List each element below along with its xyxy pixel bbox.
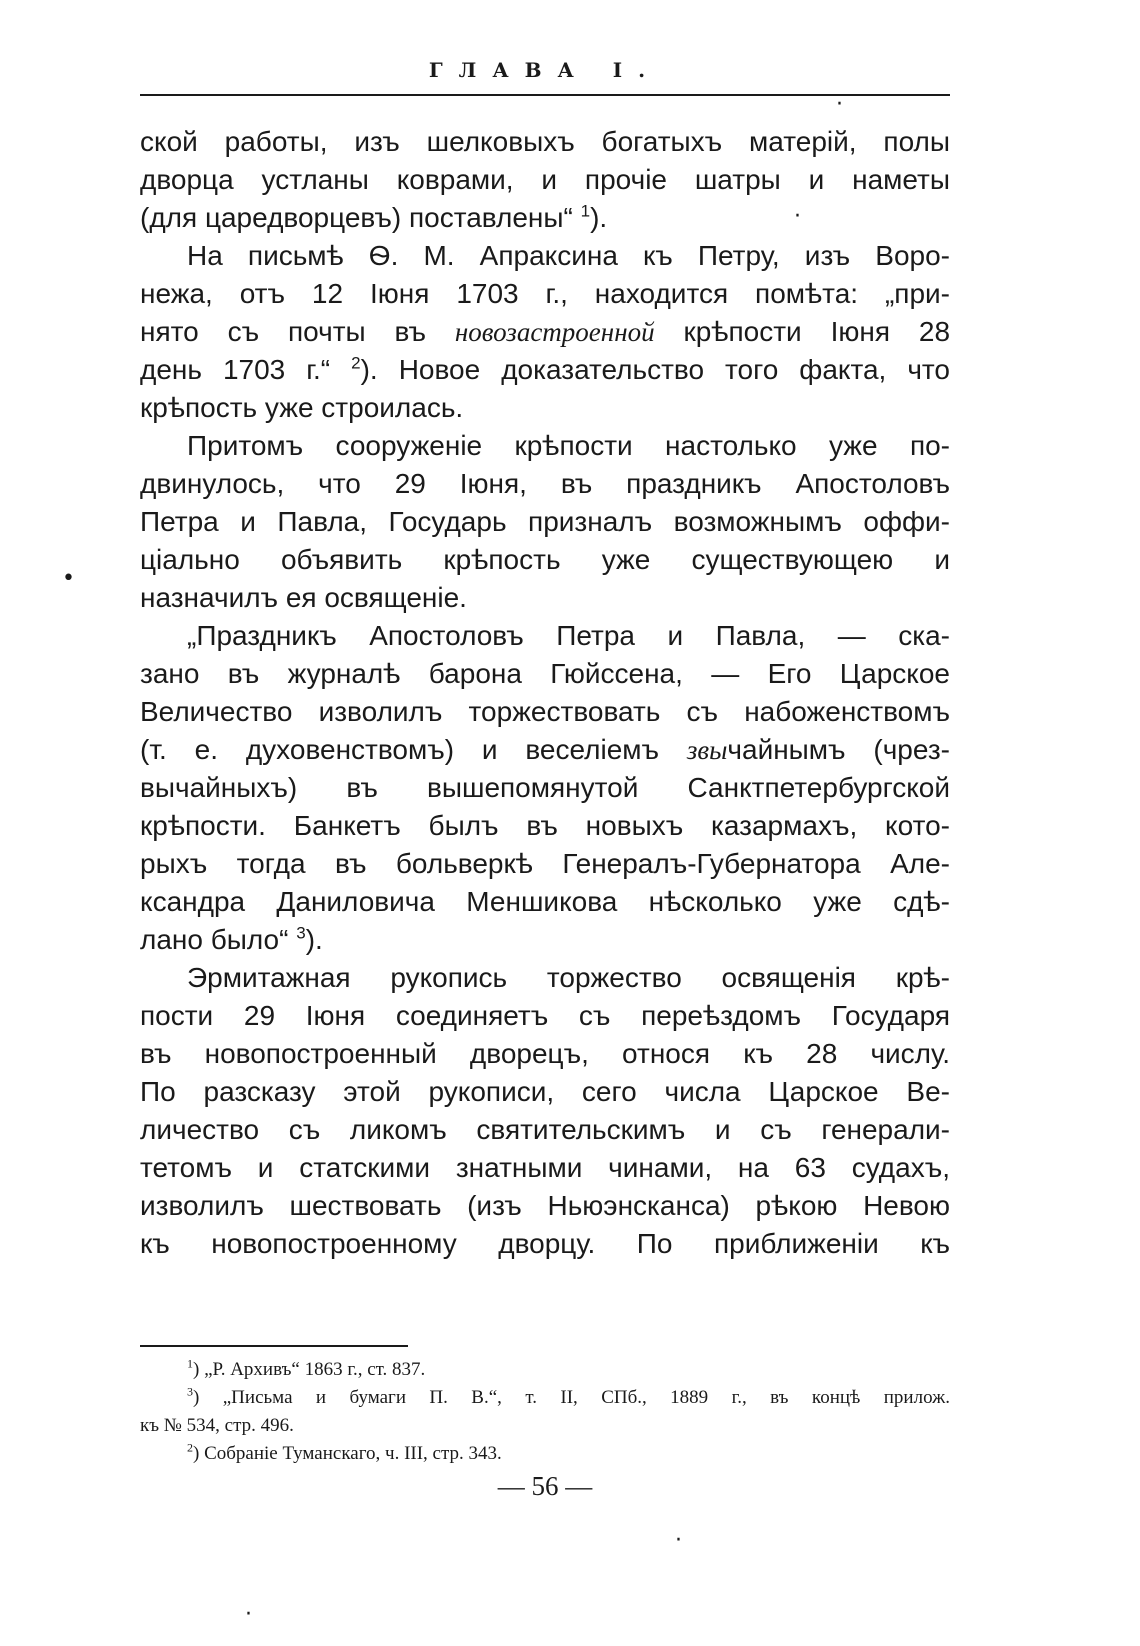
text-line [140, 920, 950, 960]
footnote-ref: 1 [580, 201, 591, 221]
footnote-mark: 3 [187, 1384, 193, 1399]
footnote [140, 1384, 950, 1412]
text-line: въ новопостроенный дворецъ, относя къ 28 числу. [140, 1038, 950, 1069]
footnote [140, 1356, 950, 1384]
line-text: ). [305, 924, 323, 955]
footnote-text: ) Собраніе Туманскаго, ч. III, стр. 343. [193, 1443, 502, 1464]
text-line: ской работы, изъ шелковыхъ богатыхъ матерій, полы [140, 126, 950, 157]
speck-mark: · [675, 1528, 682, 1553]
italic-word: новозастроенной [454, 317, 655, 347]
footnote-ref: 2 [351, 353, 361, 373]
text-line: рыхъ тогда въ больверкѣ Генералъ-Губернатора Але- [140, 848, 950, 879]
footnote [140, 1440, 950, 1468]
bullet-mark: • [62, 566, 75, 591]
text-line [140, 730, 950, 770]
line-text: крѣпости Іюня 28 [683, 316, 951, 347]
italic-prefix: звы [686, 735, 728, 765]
footnote-text: ) „Письма и бумаги П. В.“, т. II, СПб., 1889 г., въ концѣ прилож. [193, 1387, 950, 1408]
footnote-continuation: къ № 534, стр. 496. [140, 1415, 294, 1436]
text-line: Притомъ сооруженіе крѣпости настолько уже по- [187, 430, 950, 461]
line-text: ). [590, 202, 608, 233]
text-line: По разсказу этой рукописи, сего числа Царское Ве- [140, 1076, 950, 1107]
speck-mark: · [836, 92, 843, 117]
footnote-rule [140, 1345, 408, 1347]
text-line: тетомъ и статскими знатными чинами, на 63 судахъ, [140, 1152, 950, 1183]
text-line [140, 198, 950, 238]
text-line: Величество изволилъ торжествовать съ набоженствомъ [140, 696, 950, 727]
header-rule [140, 94, 950, 96]
text-line [140, 350, 950, 390]
footnote-ref: 3 [296, 923, 306, 943]
text-line: Петра и Павла, Государь призналъ возможнымъ оффи- [140, 506, 950, 537]
text-line: крѣпость уже строилась. [140, 392, 464, 423]
line-text: нято съ почты въ [140, 316, 426, 347]
text-line: ксандра Даниловича Меншикова нѣсколько уже сдѣ- [140, 886, 950, 917]
text-line: къ новопостроенному дворцу. По приближеніи къ [140, 1228, 950, 1259]
text-line: личество съ ликомъ святительскимъ и съ генерали- [140, 1114, 950, 1145]
text-line: изволилъ шествовать (изъ Ньюэнсканса) рѣкою Невою [140, 1190, 950, 1221]
line-text: (т. е. духовенствомъ) и веселіемъ [140, 734, 660, 765]
text-line: ціально объявить крѣпость уже существующею и [140, 544, 950, 575]
line-text: ). Новое доказательство того факта, что [360, 354, 950, 385]
page-number: — 56 — [497, 1471, 593, 1501]
text-line: двинулось, что 29 Іюня, въ праздникъ Апостоловъ [140, 468, 950, 499]
text-line: назначилъ ея освященіе. [140, 582, 467, 613]
footnote-text: ) „Р. Архивъ“ 1863 г., ст. 837. [193, 1359, 426, 1380]
line-text: день 1703 г.“ [140, 354, 331, 385]
text-line: Эрмитажная рукопись торжество освященія крѣ- [187, 962, 950, 993]
running-header: ГЛАВА I. [428, 58, 662, 82]
speck-mark: · [245, 1602, 252, 1627]
line-text: лано было“ [140, 924, 289, 955]
text-line: зано въ журналѣ барона Гюйссена, — Его Царское [140, 658, 950, 689]
footnote-mark: 2 [187, 1440, 193, 1455]
text-line: вычайныхъ) въ вышепомянутой Санктпетербургской [140, 772, 950, 803]
text-line: пости 29 Іюня соединяетъ съ переѣздомъ Государя [140, 1000, 950, 1031]
text-line: дворца устланы коврами, и прочіе шатры и наметы [140, 164, 950, 195]
text-line: „Праздникъ Апостоловъ Петра и Павла, — ска- [187, 620, 950, 651]
text-line: нежа, отъ 12 Іюня 1703 г., находится помѣта: „при- [140, 278, 950, 309]
line-text: (для царедворцевъ) поставлены“ [140, 202, 573, 233]
text-line [140, 312, 950, 352]
line-text: чайнымъ (чрез- [727, 734, 950, 765]
footnote-mark: 1 [187, 1356, 193, 1371]
speck-mark: · [794, 204, 801, 229]
text-line: На письмѣ Ѳ. М. Апраксина къ Петру, изъ Воро- [187, 240, 950, 271]
text-line: крѣпости. Банкетъ былъ въ новыхъ казармахъ, кото- [140, 810, 950, 841]
